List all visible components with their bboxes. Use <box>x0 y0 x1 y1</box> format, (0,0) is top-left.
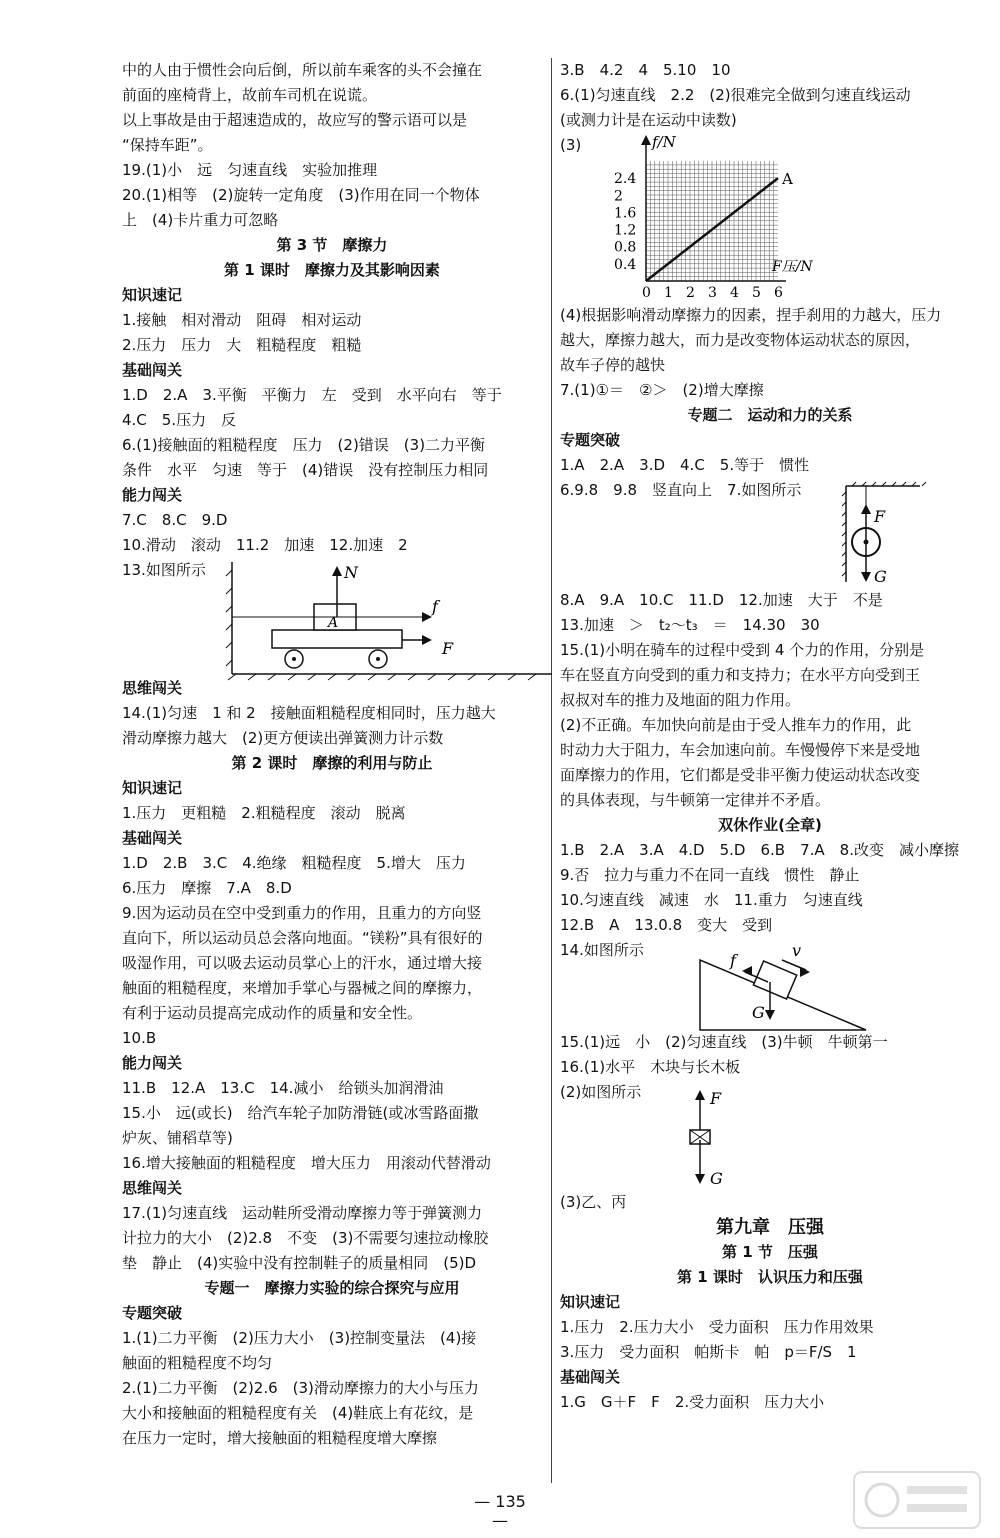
x-tick-label: 3 <box>708 285 717 301</box>
velocity-label: v <box>792 941 802 960</box>
friction-arrow <box>422 612 432 622</box>
gravity-label: G <box>874 567 887 586</box>
section-heading: 第 1 课时 摩擦力及其影响因素 <box>224 261 440 279</box>
section-heading: 专题突破 <box>560 431 621 449</box>
block-figure-block <box>560 1080 980 1190</box>
answer-line: (3)乙、丙 <box>560 1193 627 1211</box>
answer-line: 19.(1)小 远 匀速直线 实验加推理 <box>122 161 378 179</box>
tension-arrow <box>861 504 871 514</box>
section-heading: 基础闯关 <box>560 1368 621 1386</box>
answer-line: 条件 水平 匀速 等于 (4)错误 没有控制压力相同 <box>122 461 489 479</box>
answer-line: (2)不正确。车加快向前是由于受人推车力的作用，此 <box>560 716 912 734</box>
answer-line: “保持车距”。 <box>122 136 213 154</box>
cart-force-diagram <box>232 562 562 680</box>
answer-line: 1.(1)二力平衡 (2)压力大小 (3)控制变量法 (4)接 <box>122 1329 477 1347</box>
answer-line: 9.因为运动员在空中受到重力的作用，且重力的方向竖 <box>122 904 482 922</box>
answer-line: 3.B 4.2 4 5.10 10 <box>560 61 731 79</box>
answer-line: 上 (4)卡片重力可忽略 <box>122 211 279 229</box>
y-tick-label: 0.8 <box>614 239 637 256</box>
gravity-label: G <box>710 1169 723 1188</box>
answer-line: 炉灰、铺稻草等) <box>122 1129 233 1147</box>
friction-arrow <box>742 966 752 976</box>
force-arrow <box>695 1090 705 1100</box>
answer-line: 中的人由于惯性会向后倒，所以前车乘客的头不会撞在 <box>122 61 483 79</box>
answer-line: 20.(1)相等 (2)旋转一定角度 (3)作用在同一个物体 <box>122 186 480 204</box>
answer-line: 11.B 12.A 13.C 14.减小 给锁头加润滑油 <box>122 1079 444 1097</box>
slope-figure-block <box>560 938 980 1030</box>
section-heading: 思维闯关 <box>122 1179 183 1197</box>
answer-line: 以上事故是由于超速造成的，故应写的警示语可以是 <box>122 111 468 129</box>
friction-pressure-graph <box>600 133 813 303</box>
answer-line: 有利于运动员提高完成动作的质量和安全性。 <box>122 1004 423 1022</box>
answer-line: 越大，摩擦力越大，而力是改变物体运动状态的原因， <box>560 331 921 349</box>
x-tick-label: 1 <box>664 285 673 301</box>
hanging-ball-diagram <box>840 482 930 592</box>
answer-line: 6.(1)接触面的粗糙程度 压力 (2)错误 (3)二力平衡 <box>122 436 486 454</box>
incline-block-diagram <box>690 942 870 1034</box>
friction-label: f <box>730 951 736 970</box>
answer-line: (4)根据影响滑动摩擦力的因素，捏手刹用的力越大，压力 <box>560 306 942 324</box>
section-heading: 知识速记 <box>122 779 183 797</box>
y-tick-label: 0.4 <box>614 256 637 273</box>
y-tick-label: 2 <box>614 188 623 205</box>
answer-line: 前面的座椅背上，故前车司机在说谎。 <box>122 86 378 104</box>
answer-line: 2.压力 压力 大 粗糙程度 粗糙 <box>122 336 362 354</box>
answer-line: 4.C 5.压力 反 <box>122 411 237 429</box>
answer-line: 触面的粗糙程度不均匀 <box>122 1354 273 1372</box>
gravity-arrow <box>695 1174 705 1184</box>
normal-force-label: N <box>344 563 358 582</box>
section-heading: 能力闯关 <box>122 486 183 504</box>
x-tick-label: 4 <box>730 285 739 301</box>
answer-line: (3) <box>560 136 582 154</box>
answer-line: 3.压力 受力面积 帕斯卡 帕 p＝F/S 1 <box>560 1343 857 1361</box>
answer-line: 15.小 远(或长) 给汽车轮子加防滑链(或冰雪路面撒 <box>122 1104 479 1122</box>
gravity-label: G <box>752 1003 765 1022</box>
section-heading: 双休作业(全章) <box>718 816 822 834</box>
answer-line: 8.A 9.A 10.C 11.D 12.加速 大于 不是 <box>560 591 883 609</box>
pull-force-label: F <box>442 639 454 658</box>
answer-line: 叔叔对车的推力及地面的阻力作用。 <box>560 691 801 709</box>
section-heading: 专题突破 <box>122 1304 183 1322</box>
answer-line: 计拉力的大小 (2)2.8 不变 (3)不需要匀速拉动橡胶 <box>122 1229 489 1247</box>
cart-figure-block <box>122 558 542 676</box>
section-heading: 专题二 运动和力的关系 <box>687 406 853 424</box>
answer-line: 在压力一定时，增大接触面的粗糙程度增大摩擦 <box>122 1429 438 1447</box>
section-heading: 第九章 压强 <box>716 1217 824 1238</box>
answer-line: (2)如图所示 <box>560 1083 642 1101</box>
gravity-arrow <box>861 572 871 582</box>
answer-line: 1.A 2.A 3.D 4.C 5.等于 惯性 <box>560 456 810 474</box>
answer-line: 6.9.8 9.8 竖直向上 7.如图所示 <box>560 481 802 499</box>
x-tick-label: 6 <box>774 285 783 301</box>
answer-line: 面摩擦力的作用，它们都是受非平衡力使运动状态改变 <box>560 766 921 784</box>
answer-line: 1.D 2.B 3.C 4.绝缘 粗糙程度 5.增大 压力 <box>122 854 466 872</box>
y-axis-label: f/N <box>652 133 676 151</box>
answer-line: 1.B 2.A 3.A 4.D 5.D 6.B 7.A 8.改变 减小摩擦 <box>560 841 959 859</box>
section-heading: 第 1 节 压强 <box>722 1243 818 1261</box>
answer-line: 12.B A 13.0.8 变大 受到 <box>560 916 773 934</box>
page-number: — 135 — <box>474 1492 526 1530</box>
answer-line: 时动力大于阻力，车会加速向前。车慢慢停下来是受地 <box>560 741 921 759</box>
answer-line: 故车子停的越快 <box>560 356 666 374</box>
answer-line: (或测力计是在运动中读数) <box>560 111 737 129</box>
answer-line: 滑动摩擦力越大 (2)更方便读出弹簧测力计示数 <box>122 729 444 747</box>
velocity-arrow <box>800 967 810 977</box>
answer-line: 15.(1)小明在骑车的过程中受到 4 个力的作用，分别是 <box>560 641 925 659</box>
y-tick-label: 1.6 <box>614 205 637 222</box>
answer-line: 7.C 8.C 9.D <box>122 511 228 529</box>
answer-line: 1.压力 2.压力大小 受力面积 压力作用效果 <box>560 1318 874 1336</box>
series-label: A <box>782 170 793 189</box>
suspended-block-diagram <box>680 1084 740 1194</box>
answer-line: 14.(1)匀速 1 和 2 接触面粗糙程度相同时，压力越大 <box>122 704 496 722</box>
answer-line: 16.增大接触面的粗糙程度 增大压力 用滚动代替滑动 <box>122 1154 491 1172</box>
column-divider <box>551 58 552 1483</box>
answer-line: 6.(1)匀速直线 2.2 (2)很难完全做到匀速直线运动 <box>560 86 911 104</box>
x-tick-label: 2 <box>686 285 695 301</box>
grid <box>646 161 778 281</box>
answer-line: 1.压力 更粗糙 2.粗糙程度 滚动 脱离 <box>122 804 406 822</box>
cart-body <box>272 630 402 648</box>
right-column <box>560 58 980 1415</box>
answer-line: 直向下，所以运动员总会落向地面。“镁粉”具有很好的 <box>122 929 483 947</box>
section-heading: 知识速记 <box>560 1293 621 1311</box>
answer-line: 垫 静止 (4)实验中没有控制鞋子的质量相同 (5)D <box>122 1254 477 1272</box>
answer-line: 16.(1)水平 木块与长木板 <box>560 1058 741 1076</box>
graph-figure-block <box>560 133 980 303</box>
y-tick-label: 1.2 <box>614 222 637 239</box>
section-heading: 第 2 课时 摩擦的利用与防止 <box>231 754 433 772</box>
pull-force-arrow <box>422 635 432 645</box>
watermark-logo-icon <box>852 1470 982 1530</box>
answer-line: 10.B <box>122 1029 157 1047</box>
answer-line: 2.(1)二力平衡 (2)2.6 (3)滑动摩擦力的大小与压力 <box>122 1379 479 1397</box>
ball-figure-block <box>560 478 980 588</box>
answer-line: 大小和接触面的粗糙程度有关 (4)鞋底上有花纹，是 <box>122 1404 474 1422</box>
force-label: F <box>710 1089 722 1108</box>
answer-line: 触面的粗糙程度，来增加手掌心与器械之间的摩擦力， <box>122 979 483 997</box>
answer-line: 1.D 2.A 3.平衡 平衡力 左 受到 水平向右 等于 <box>122 386 502 404</box>
section-heading: 思维闯关 <box>122 679 183 697</box>
answer-line: 17.(1)匀速直线 运动鞋所受滑动摩擦力等于弹簧测力 <box>122 1204 483 1222</box>
gravity-arrow <box>765 1010 775 1020</box>
y-axis-arrow <box>641 135 651 145</box>
answer-line: 13.加速 ＞ t₂～t₃ ＝ 14.30 30 <box>560 616 820 634</box>
answer-line: 1.接触 相对滑动 阻碍 相对运动 <box>122 311 362 329</box>
answer-line: 10.匀速直线 减速 水 11.重力 匀速直线 <box>560 891 863 909</box>
left-column <box>122 58 542 1451</box>
x-axis-label: F压/N <box>772 259 813 275</box>
y-tick-label: 2.4 <box>614 171 637 188</box>
section-heading: 知识速记 <box>122 286 183 304</box>
answer-line: 13.如图所示 <box>122 561 206 579</box>
answer-line: 1.G G＋F F 2.受力面积 压力大小 <box>560 1393 825 1411</box>
answer-line: 车在竖直方向受到的重力和支持力；在水平方向受到王 <box>560 666 921 684</box>
section-heading: 第 3 节 摩擦力 <box>276 236 388 254</box>
normal-force-arrow <box>332 566 342 576</box>
x-tick-label: 0 <box>642 285 651 301</box>
answer-line: 6.压力 摩擦 7.A 8.D <box>122 879 292 897</box>
answer-line: 9.否 拉力与重力不在同一直线 惯性 静止 <box>560 866 860 884</box>
answer-line: 的具体表现，与牛顿第一定律并不矛盾。 <box>560 791 831 809</box>
tension-label: F <box>874 507 886 526</box>
answer-line: 10.滑动 滚动 11.2 加速 12.加速 2 <box>122 536 408 554</box>
section-heading: 基础闯关 <box>122 361 183 379</box>
section-heading: 专题一 摩擦力实验的综合探究与应用 <box>204 1279 460 1297</box>
answer-line: 7.(1)①＝ ②＞ (2)增大摩擦 <box>560 381 764 399</box>
block-on-incline <box>753 961 796 999</box>
answer-line: 14.如图所示 <box>560 941 644 959</box>
answer-line: 15.(1)远 小 (2)匀速直线 (3)牛顿 牛顿第一 <box>560 1033 888 1051</box>
x-tick-label: 5 <box>752 285 761 301</box>
answer-line: 吸湿作用，可以吸去运动员掌心上的汗水，通过增大接 <box>122 954 483 972</box>
section-heading: 能力闯关 <box>122 1054 183 1072</box>
friction-label: f <box>432 597 438 616</box>
block-label: A <box>328 615 339 631</box>
section-heading: 第 1 课时 认识压力和压强 <box>677 1268 863 1286</box>
section-heading: 基础闯关 <box>122 829 183 847</box>
